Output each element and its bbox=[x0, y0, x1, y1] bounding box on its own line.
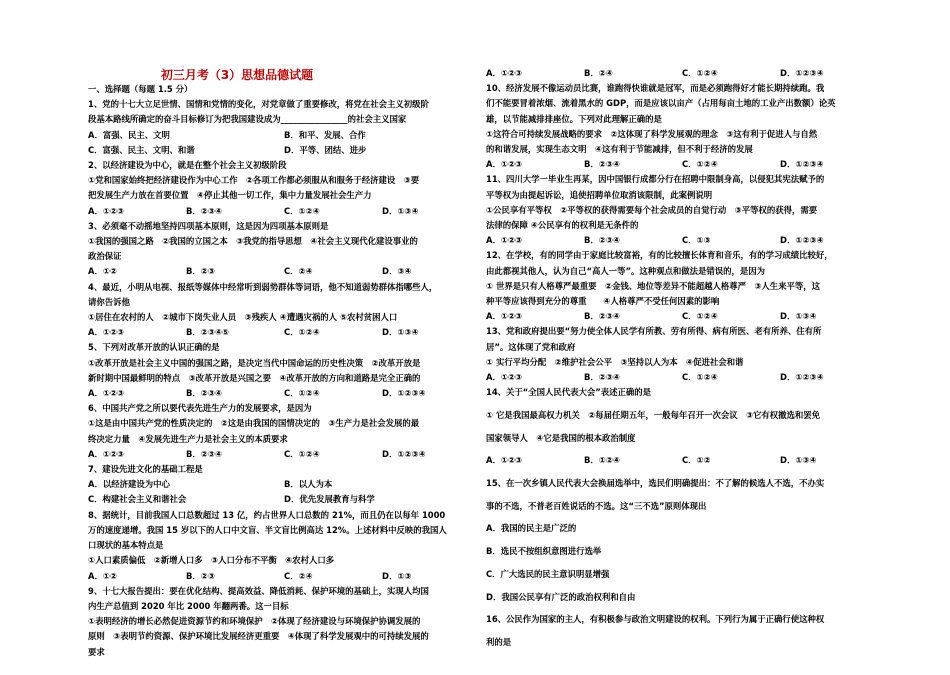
right-column bbox=[486, 66, 864, 650]
text-line: ①这是由中国共产党的性质决定的 ②这是由我国的国情决定的 ③生产力是社会发展的最 bbox=[88, 418, 420, 429]
text-line: ①人口素质偏低 ②新增人口多 ③人口分布不平衡 ④农村人口多 bbox=[88, 555, 335, 566]
text-line: 内生产总值到 2020 年比 2000 年翻两番。这一目标 bbox=[88, 600, 289, 611]
text-line: 居”。这体现了党和政府 bbox=[486, 341, 576, 352]
answer-option: A．①②③ bbox=[88, 448, 125, 459]
answer-option: C．①②④ bbox=[682, 311, 718, 322]
text-line: ① 它是我国最高权力机关 ②每届任期五年，一般每年召开一次会议 ③它有权撤选和罢免 bbox=[486, 409, 821, 420]
answer-option: D．①③④ bbox=[382, 327, 419, 338]
answer-option: D．①②③④ bbox=[780, 235, 824, 246]
text-line: ①改革开放是社会主义中国的强国之路，是决定当代中国命运的历史性决策 ②改革开放是 bbox=[88, 357, 421, 368]
answer-option: C．②④ bbox=[284, 266, 313, 277]
answer-option: D．③④ bbox=[382, 266, 412, 277]
answer-option: A．①②③ bbox=[486, 68, 523, 78]
answer-option: B．以人为本 bbox=[284, 479, 333, 490]
text-line: 终决定力量 ④发展先进生产力是社会主义的本质要求 bbox=[88, 433, 288, 444]
text-line: ①表明经济的增长必然促进资源节约和环境保护 ②体现了经济建设与环境保护协调发展的 bbox=[88, 616, 421, 627]
answer-option: C．①②④ bbox=[284, 205, 320, 216]
answer-options bbox=[88, 386, 466, 401]
answer-option: A．①②③ bbox=[486, 311, 523, 322]
answer-option: C．①②④ bbox=[284, 448, 320, 459]
text-line: 由此都视其他人，认为自己“高人一等”。这种观点和做法是错误的，是因为 bbox=[486, 265, 766, 276]
text-line: 11、四川大学一毕业生再某，因中国银行成都分行在招聘中限制身高，以侵犯其宪法赋予的 bbox=[486, 174, 825, 185]
answer-option: D．①③ bbox=[382, 570, 412, 581]
text-line: 法律的保障 ④公民享有的权利是无条件的 bbox=[486, 220, 639, 231]
text-line: ①我国的强国之路 ②我国的立国之本 ③我党的指导思想 ④社会主义现代化建设事业的 bbox=[88, 236, 418, 247]
answer-option: D．①②③④ bbox=[780, 159, 824, 170]
text-line: 2、以经济建设为中心，就是在整个社会主义初级阶段 bbox=[88, 160, 287, 171]
text-line: 15、在一次乡镇人民代表大会换届选举中，选民们明确提出：不了解的候选人不选，不办实 bbox=[486, 478, 825, 489]
answer-option: C．②④ bbox=[284, 570, 313, 581]
answer-options bbox=[88, 325, 466, 340]
answer-option: C．富强、民主、文明、和谐 bbox=[88, 144, 195, 155]
text-line: 请你告诉他 bbox=[88, 296, 130, 307]
answer-option: B．和平、发展、合作 bbox=[284, 129, 366, 140]
answer-options bbox=[88, 143, 466, 158]
answer-option: A．①②③ bbox=[88, 205, 125, 216]
text-line: 一、选择题（每题 1.5 分） bbox=[88, 84, 193, 94]
text-line: 段基本路线所确定的奋斗目标修订为把我国建设成为________________的社会主义国家 bbox=[88, 114, 407, 125]
text-line: 8、据统计，目前我国人口总数超过 13 亿，约占世界人口总数的 21%，而且仍在以每年 1000 bbox=[88, 509, 446, 520]
spacer bbox=[486, 400, 864, 408]
answer-options bbox=[486, 233, 864, 248]
text-line: 6、中国共产党之所以要代表先进生产力的发展要求，是因为 bbox=[88, 403, 312, 414]
answer-option: D．①②③④ bbox=[382, 388, 426, 399]
text-line: D．我国公民享有广泛的政治权利和自由 bbox=[486, 591, 636, 602]
text-line: 的和谐发展，实现生态文明 ④这有利于节能减排，但不利于经济的发展 bbox=[486, 144, 753, 155]
spacer bbox=[486, 628, 864, 636]
text-line: 7、建设先进文化的基础工程是 bbox=[88, 464, 203, 475]
text-line: A．我国的民主是广泛的 bbox=[486, 523, 577, 534]
text-line: ①这符合可持续发展战略的要求 ②这体现了科学发展观的理念 ③这有利于促进人与自然 bbox=[486, 128, 818, 139]
text-line: ①居住在农村的人 ②城市下岗失业人员 ③残疾人 ④遭遇灾祸的人 ⑤农村贫困人口 bbox=[88, 312, 398, 323]
text-line: ① 世界是只有人格尊严最重要 ②金钱、地位等差异不能超越人格尊严 ③人生来平等，这 bbox=[486, 280, 821, 291]
spacer bbox=[486, 423, 864, 431]
answer-option: C．①②④ bbox=[284, 388, 320, 399]
answer-option: C．构建社会主义和谐社会 bbox=[88, 494, 187, 505]
answer-option: C．①③ bbox=[682, 235, 711, 246]
text-line: 10、经济发展不像运动员比赛，谁跑得快谁就是冠军，而是必须跑得好才能长期持续跑。我 bbox=[486, 83, 825, 94]
text-line: 万的速度递增。我国 15 岁以下的人口中文盲、半文盲比例高达 12%。上述材料中反映的我国人 bbox=[88, 524, 447, 535]
text-line: 种平等应该得到充分的尊重 ④人格尊严不受任何因素的影响 bbox=[486, 296, 720, 307]
text-line: 国家领导人 ④它是我国的根本政治制度 bbox=[486, 432, 636, 443]
answer-options bbox=[88, 477, 466, 492]
answer-options bbox=[486, 453, 864, 468]
text-line: ① 实行平均分配 ②维护社会公平 ③坚持以人为本 ④促进社会和谐 bbox=[486, 356, 744, 367]
text-line: 1、党的十七大立足世情、国情和党情的变化，对党章做了重要修改，将党在社会主义初级阶 bbox=[88, 99, 429, 110]
answer-option: A．①② bbox=[88, 570, 118, 581]
answer-option: B．②③ bbox=[186, 570, 215, 581]
text-line: 9、十七大报告提出：要在优化结构、提高效益、降低消耗、保护环境的基础上，实现人均国 bbox=[88, 585, 429, 596]
answer-option: A．①②③ bbox=[88, 388, 125, 399]
page-title: 初三月考（3）思想品德试题 bbox=[160, 68, 314, 82]
answer-option: A．富强、民主、文明 bbox=[88, 129, 170, 140]
answer-option: A．①②③ bbox=[486, 235, 523, 246]
text-line: 5、下列对改革开放的认识正确的是 bbox=[88, 342, 220, 353]
answer-options bbox=[88, 447, 466, 462]
answer-option: A．①② bbox=[88, 266, 118, 277]
answer-option: D．①②③④ bbox=[780, 372, 824, 383]
text-line: 14、关于“全国人民代表大会”表述正确的是 bbox=[486, 387, 652, 398]
text-line: 把发展生产力放在首要位置 ④停止其他一切工作，集中力量发展社会生产力 bbox=[88, 190, 372, 201]
text-line: 新时期中国最鲜明的特点 ③改革开放是兴国之要 ④改革开放的方向和道路是完全正确的 bbox=[88, 372, 421, 383]
spacer bbox=[486, 514, 864, 522]
text-line: ①公民享有平等权 ②平等权的获得需要每个社会成员的自觉行动 ③平等权的获得，需要 bbox=[486, 204, 818, 215]
answer-option: A．①②③ bbox=[88, 327, 125, 338]
text-line: 原则 ③表明节约资源、保护环境比发展经济更重要 ④体现了科学发展观中的可持续发展的 bbox=[88, 631, 429, 642]
answer-options bbox=[88, 264, 466, 279]
answer-option: B．②③ bbox=[186, 266, 215, 277]
answer-options bbox=[486, 370, 864, 385]
answer-option: C．①②④ bbox=[284, 327, 320, 338]
answer-option: C．①② bbox=[682, 455, 711, 466]
spacer bbox=[486, 559, 864, 567]
text-line: 雄，以节能减排排座位。下列对此理解正确的是 bbox=[486, 113, 662, 124]
text-line: B．选民不按组织意图进行选举 bbox=[486, 546, 602, 557]
answer-option: A．①②③ bbox=[486, 159, 523, 170]
answer-options bbox=[88, 492, 466, 507]
text-line: 4、最近，小明从电视、报纸等媒体中经常听到弱势群体等词语，他不知道弱势群体指哪些人， bbox=[88, 281, 438, 292]
answer-option: D．①③④ bbox=[382, 205, 419, 216]
answer-option: C．①②④ bbox=[682, 372, 718, 383]
answer-option: B．②③④ bbox=[186, 388, 223, 399]
answer-option: B．②③④ bbox=[186, 448, 223, 459]
left-column bbox=[88, 66, 466, 660]
answer-options bbox=[486, 309, 864, 324]
text-line: 们不能要冒着浓烟、流着黑水的 GDP，而是应该以亩产（占用每亩土地的工业产出数额）论英 bbox=[486, 98, 836, 109]
answer-options bbox=[486, 157, 864, 172]
text-line: 利的是 bbox=[486, 637, 512, 647]
text-line: ①党和国家始终把经济建设作为中心工作 ②各项工作都必须服从和服务于经济建设 ③要 bbox=[88, 175, 420, 186]
spacer bbox=[486, 469, 864, 477]
answer-option: B．②③④ bbox=[584, 311, 621, 322]
text-line: 16、公民作为国家的主人，有积极参与政治文明建设的权利。下列行为属于正确行使这种权 bbox=[486, 614, 825, 625]
text-line: 平等权为由提起诉讼，追使招聘单位取消该限制，此案例说明 bbox=[486, 189, 713, 200]
answer-option: D．优先发展教育与科学 bbox=[284, 494, 375, 505]
text-line: 要求 bbox=[88, 646, 105, 657]
text-line: C．广大选民的民主意识明显增强 bbox=[486, 568, 610, 579]
answer-option: B．②③④ bbox=[584, 159, 621, 170]
answer-option: A．以经济建设为中心 bbox=[88, 479, 170, 490]
answer-option: D．①②③④ bbox=[780, 68, 824, 78]
answer-option: D．①③④ bbox=[780, 311, 817, 322]
answer-option: B．②③④ bbox=[186, 205, 223, 216]
answer-option: B．②③④ bbox=[584, 372, 621, 383]
spacer bbox=[486, 537, 864, 545]
text-line: 13、党和政府提出要“努力使全体人民学有所教、劳有所得、病有所医、老有所养、住有所 bbox=[486, 326, 822, 337]
answer-option: A．①②③ bbox=[486, 455, 523, 466]
answer-option: A．①②③ bbox=[486, 372, 523, 383]
text-line: 政治保证 bbox=[88, 251, 122, 262]
text-line: 口现状的基本特点是 bbox=[88, 540, 164, 551]
spacer bbox=[486, 605, 864, 613]
text-line: 12、在学校，有的同学由于家庭比较富裕，有的比较擅长体育和音乐，有的学习成绩比较好， bbox=[486, 250, 833, 261]
text-line: 事的不选，不普老百姓说话的不选。这“三不选”原则体现出 bbox=[486, 500, 707, 511]
spacer bbox=[486, 491, 864, 499]
answer-option: D．①③④ bbox=[780, 455, 817, 466]
answer-option: D．平等、团结、进步 bbox=[284, 144, 367, 155]
answer-option: B．①②④ bbox=[584, 455, 621, 466]
answer-option: C．①②④ bbox=[682, 159, 718, 170]
answer-options bbox=[88, 204, 466, 219]
answer-option: B．②③④⑤ bbox=[186, 327, 230, 338]
spacer bbox=[486, 582, 864, 590]
answer-option: C．①②④ bbox=[682, 68, 718, 78]
spacer bbox=[486, 446, 864, 454]
answer-option: D．①②③④ bbox=[382, 448, 426, 459]
answer-options bbox=[88, 569, 466, 584]
answer-option: B．②③④ bbox=[584, 235, 621, 246]
answer-options bbox=[486, 66, 864, 81]
text-line: 3、必须毫不动摇地坚持四项基本原则，这是因为四项基本原则是 bbox=[88, 220, 329, 231]
answer-options bbox=[88, 128, 466, 143]
answer-option: B．②④ bbox=[584, 68, 613, 78]
